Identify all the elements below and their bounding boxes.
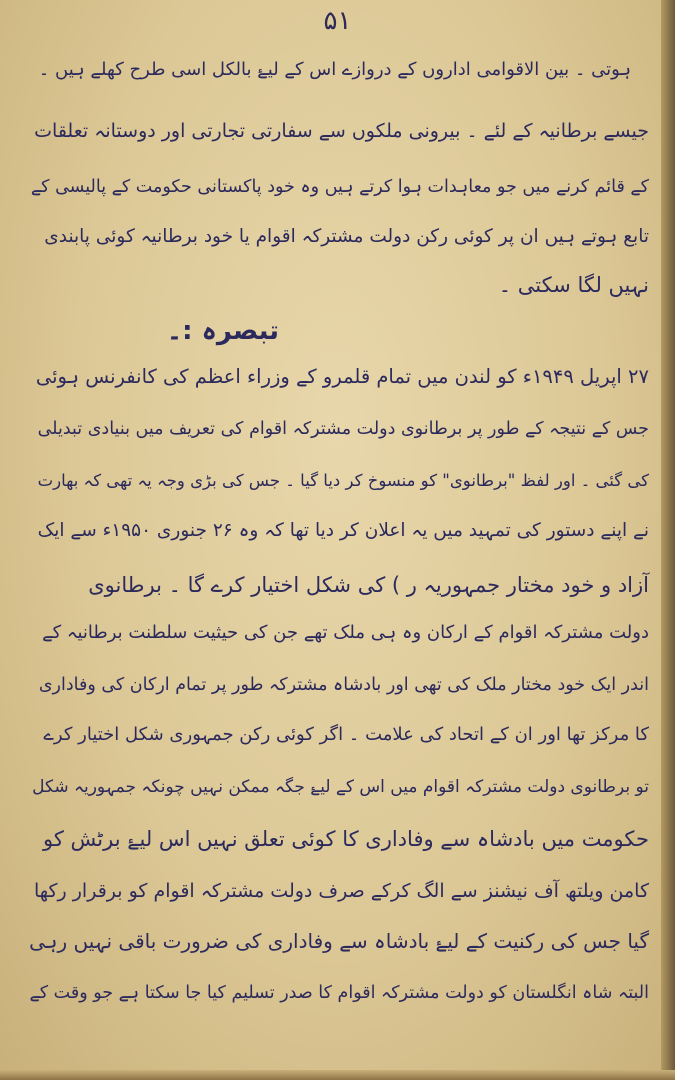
text-line-14: کا مرکز تھا اور ان کے اتحاد کی علامت ۔ اگر کوئی رکن جمہوری شکل اختیار کرے xyxy=(43,724,649,745)
text-line-9: کی گئی ۔ اور لفظ "برطانوی" کو منسوخ کر دیا گیا ۔ جس کی بڑی وجہ یہ تھی کہ بھارت xyxy=(37,471,649,490)
text-line-18: گیا جس کی رکنیت کے لیۓ بادشاہ سے وفاداری کی ضرورت باقی نہیں رہی xyxy=(29,929,649,953)
text-line-3: کے قائم کرنے میں جو معاہدات ہوا کرتے ہیں وہ خود پاکستانی حکومت کے پالیسی کے xyxy=(30,177,649,197)
text-line-1: ہوتی ۔ بین الاقوامی اداروں کے دروازے اس کے لیۓ بالکل اسی طرح کھلے ہیں ۔ xyxy=(38,59,631,80)
text-line-19: البتہ شاہ انگلستان کو دولت مشترکہ اقوام کا صدر تسلیم کیا جا سکتا ہے جو وقت کے xyxy=(29,983,649,1003)
text-line-11: آزاد و خود مختار جمہوریہ ر ) کی شکل اختیار کرے گا ۔ برطانوی xyxy=(88,573,649,597)
text-line-8: جس کے نتیجہ کے طور پر برطانوی دولت مشترکہ اقوام کی تعریف میں بنیادی تبدیلی xyxy=(37,419,649,439)
page-number: ۵۱ xyxy=(323,6,352,36)
text-line-17: کامن ویلتھ آف نیشنز سے الگ کرکے صرف دولت مشترکہ اقوام کو برقرار رکھا xyxy=(33,880,649,902)
heading-tabsira: تبصرہ :۔ xyxy=(166,316,279,346)
text-line-4: تابع ہوتے ہیں ان پر کوئی رکن دولت مشترکہ اقوام یا خود برطانیہ کوئی پابندی xyxy=(44,226,649,247)
page-edge-right xyxy=(661,0,675,1080)
page-edge-bottom xyxy=(0,1070,675,1080)
text-line-7: ۲۷ اپریل ۱۹۴۹ء کو لندن میں تمام قلمرو کے وزراء اعظم کی کانفرنس ہوئی xyxy=(35,365,649,388)
text-line-2: جیسے برطانیہ کے لئے ۔ بیرونی ملکوں سے سفارتی تجارتی اور دوستانہ تعلقات xyxy=(34,120,649,142)
text-line-15: تو برطانوی دولت مشترکہ اقوام میں اس کے لیۓ جگہ ممکن نہیں چونکہ جمہوریہ شکل xyxy=(32,777,649,797)
text-line-13: اندر ایک خود مختار ملک کی تھی اور بادشاہ مشترکہ طور پر تمام ارکان کی وفاداری xyxy=(38,675,649,695)
text-line-16: حکومت میں بادشاہ سے وفاداری کا کوئی تعلق نہیں اس لیۓ برٹش کو xyxy=(42,827,649,851)
text-line-12: دولت مشترکہ اقوام کے ارکان وہ ہی ملک تھے جن کی حیثیت سلطنت برطانیہ کے xyxy=(42,622,649,643)
text-line-10: نے اپنے دستور کی تمہید میں یہ اعلان کر دیا تھا کہ وہ ۲۶ جنوری ۱۹۵۰ء سے ایک xyxy=(37,520,649,541)
text-line-5: نہیں لگا سکتی ۔ xyxy=(498,273,649,297)
